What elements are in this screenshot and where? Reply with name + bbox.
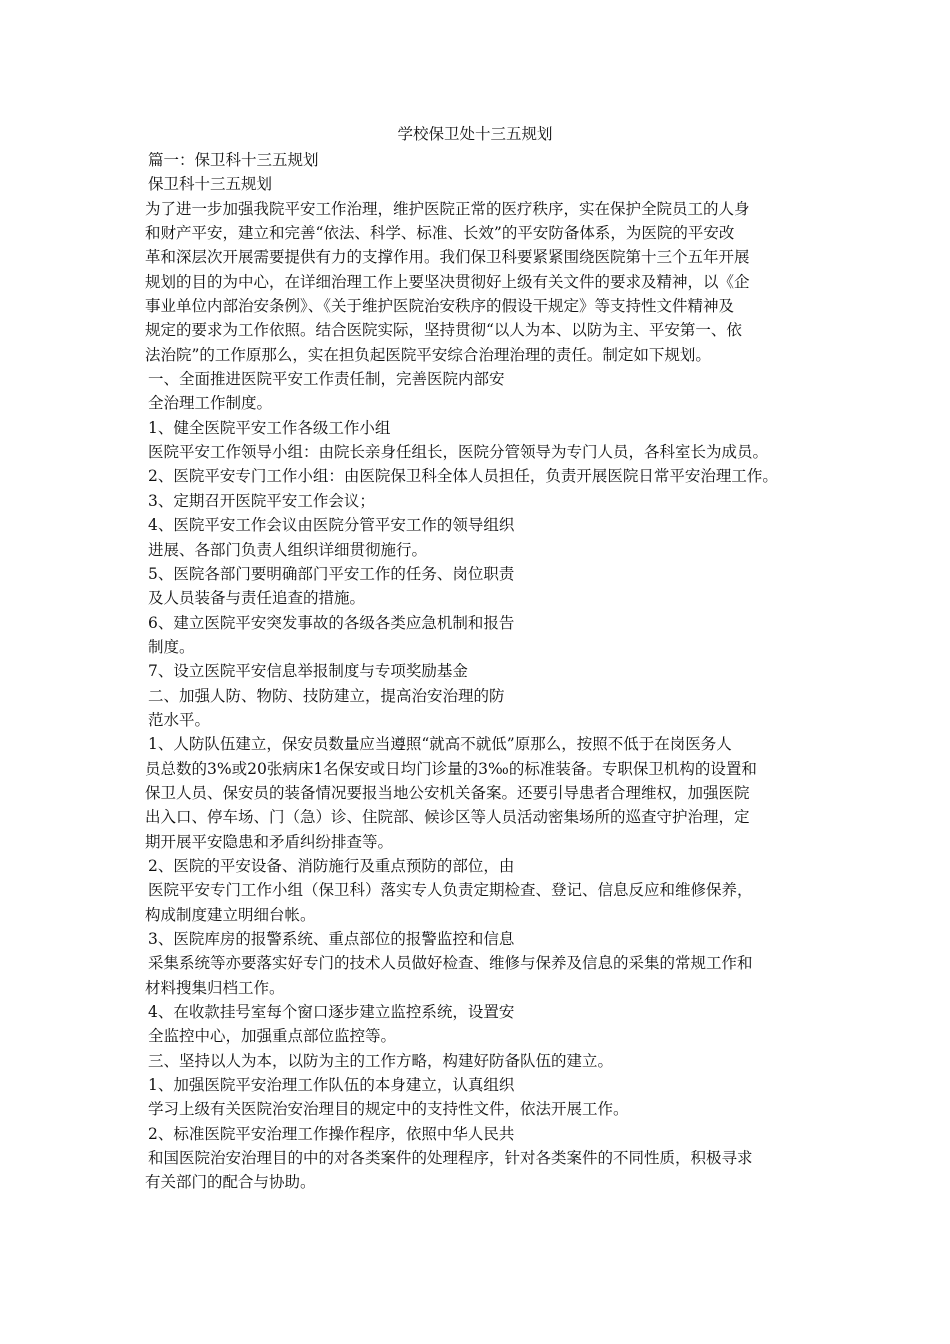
body-line: 和国医院治安治理目的中的对各类案件的处理程序，针对各类案件的不同性质，积极寻求 — [148, 1149, 753, 1168]
body-line: 采集系统等亦要落实好专门的技术人员做好检查、维修与保养及信息的采集的常规工作和 — [148, 954, 753, 973]
body-line: 制度。 — [148, 637, 195, 656]
body-line: 1、加强医院平安治理工作队伍的本身建立，认真组织 — [148, 1076, 515, 1095]
document-body — [145, 148, 813, 1195]
body-line: 4、医院平安工作会议由医院分管平安工作的领导组织 — [148, 516, 515, 535]
body-line: 7、设立医院平安信息举报制度与专项奖励基金 — [148, 662, 468, 681]
body-line: 一、全面推进医院平安工作责任制，完善医院内部安 — [148, 370, 505, 389]
body-line: 1、健全医院平安工作各级工作小组 — [148, 418, 391, 437]
body-line: 有关部门的配合与协助。 — [145, 1173, 316, 1192]
body-line: 4、在收款挂号室每个窗口逐步建立监控系统，设置安 — [148, 1003, 515, 1022]
body-line: 篇一：保卫科十三五规划 — [148, 151, 319, 169]
body-line: 2、医院的平安设备、消防施行及重点预防的部位，由 — [148, 856, 515, 875]
body-line: 出入口、停车场、门（急）诊、住院部、候诊区等人员活动密集场所的巡查守护治理，定 — [145, 808, 750, 827]
body-line: 规定的要求为工作依照。结合医院实际，坚持贯彻“以人为本、以防为主、平安第一、依 — [145, 321, 742, 340]
body-line: 范水平。 — [148, 710, 211, 729]
body-line: 3、医院库房的报警系统、重点部位的报警监控和信息 — [148, 930, 515, 948]
body-line: 全治理工作制度。 — [148, 394, 273, 413]
body-line: 法治院”的工作原那么，实在担负起医院平安综合治理治理的责任。制定如下规划。 — [145, 345, 711, 364]
body-line: 和财产平安，建立和完善“依法、科学、标准、长效”的平安防备体系，为医院的平安改 — [145, 224, 735, 243]
body-line: 1、人防队伍建立，保安员数量应当遵照“就高不就低”原那么，按照不低于在岗医务人 — [148, 735, 732, 754]
body-line: 2、标准医院平安治理工作操作程序，依照中华人民共 — [148, 1124, 515, 1143]
body-line: 医院平安工作领导小组：由院长亲身任组长，医院分管领导为专门人员，各科室长为成员。 — [148, 443, 769, 462]
body-line: 3、定期召开医院平安工作会议； — [148, 491, 375, 510]
body-line: 保卫科十三五规划 — [148, 175, 273, 194]
body-line: 规划的目的为中心，在详细治理工作上要坚决贯彻好上级有关文件的要求及精神，以《企 — [145, 272, 750, 291]
body-line: 员总数的3%或20张病床1名保安或日均门诊量的3‰的标准装备。专职保卫机构的设置和 — [145, 759, 757, 778]
body-line: 及人员装备与责任追查的措施。 — [148, 589, 366, 608]
body-line: 期开展平安隐患和矛盾纠纷排查等。 — [145, 832, 394, 851]
body-line: 二、加强人防、物防、技防建立，提高治安治理的防 — [148, 686, 505, 705]
document-title: 学校保卫处十三五规划 — [397, 125, 553, 143]
body-line: 保卫人员、保安员的装备情况要报当地公安机关备案。还要引导患者合理维权，加强医院 — [145, 783, 750, 802]
body-line: 全监控中心，加强重点部位监控等。 — [148, 1027, 397, 1046]
body-line: 革和深层次开展需要提供有力的支撑作用。我们保卫科要紧紧围绕医院第十三个五年开展 — [145, 248, 750, 267]
body-line: 为了进一步加强我院平安工作治理，维护医院正常的医疗秩序，实在保护全院员工的人身 — [145, 199, 750, 218]
body-line: 三、坚持以人为本，以防为主的工作方略，构建好防备队伍的建立。 — [148, 1051, 614, 1070]
body-line: 构成制度建立明细台帐。 — [145, 905, 316, 924]
body-line: 学习上级有关医院治安治理目的规定中的支持性文件，依法开展工作。 — [148, 1100, 629, 1119]
body-line: 事业单位内部治安条例》、《关于维护医院治安秩序的假设干规定》等支持性文件精神及 — [145, 297, 735, 316]
body-line: 6、建立医院平安突发事故的各级各类应急机制和报告 — [148, 613, 515, 632]
body-line: 医院平安专门工作小组（保卫科）落实专人负责定期检查、登记、信息反应和维修保养， — [148, 881, 753, 900]
body-line: 5、医院各部门要明确部门平安工作的任务、岗位职责 — [148, 564, 515, 583]
body-line: 进展、各部门负责人组织详细贯彻施行。 — [148, 540, 428, 559]
body-line: 2、医院平安专门工作小组：由医院保卫科全体人员担任，负责开展医院日常平安治理工作。 — [148, 467, 778, 486]
body-line: 材料搜集归档工作。 — [145, 978, 285, 997]
